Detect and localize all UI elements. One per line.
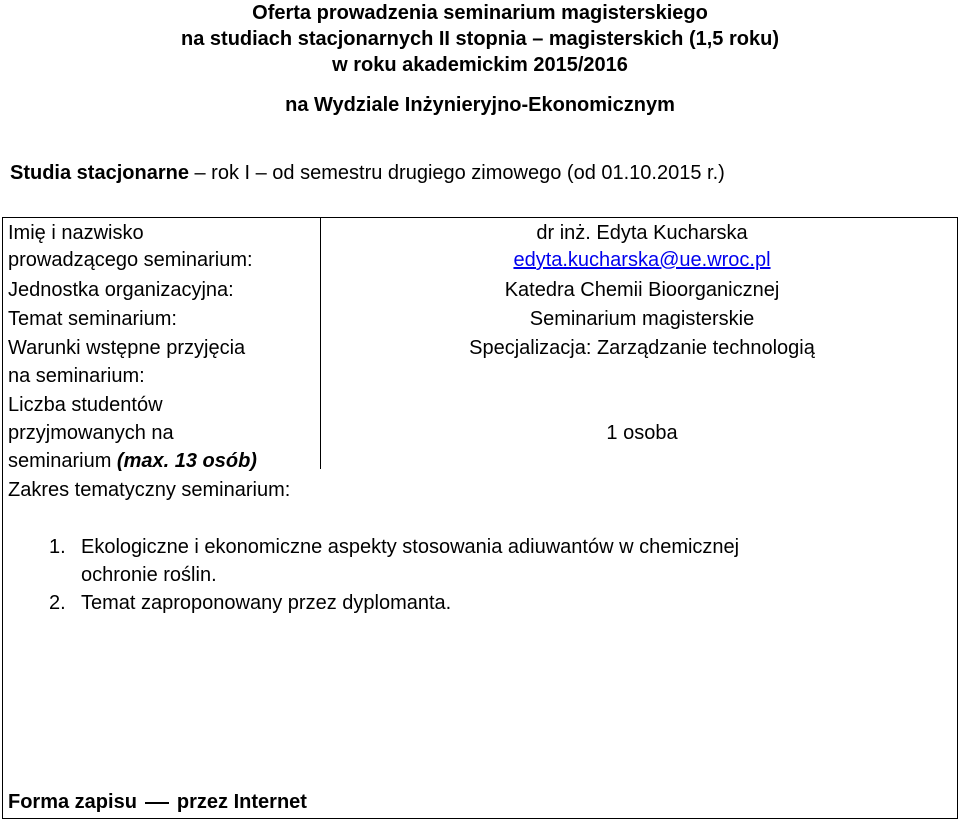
label-liczba-3: [8, 447, 257, 475]
label-warunki-2: na seminarium:: [8, 365, 145, 387]
value-temat: Seminarium magisterskie: [529, 308, 755, 330]
label-jednostka: Jednostka organizacyjna:: [8, 279, 234, 301]
email-link[interactable]: edyta.kucharska@ue.wroc.pl: [513, 249, 771, 271]
label-liczba-3-text: seminarium: [8, 450, 117, 472]
value-name: dr inż. Edyta Kucharska: [536, 222, 748, 244]
label-imie-1: Imię i nazwisko: [8, 222, 144, 244]
label-zakres: Zakres tematyczny seminarium:: [8, 479, 291, 501]
registration-form-line: [8, 788, 307, 816]
forma-label: Forma zapisu: [8, 791, 137, 813]
forma-value: przez Internet: [176, 791, 307, 813]
header-line-4: na Wydziale Inżynieryjno-Ekonomicznym: [285, 94, 675, 116]
value-jednostka: Katedra Chemii Bioorganicznej: [504, 279, 780, 301]
label-imie-2: prowadzącego seminarium:: [8, 249, 253, 271]
topic-continuation: ochronie roślin.: [81, 564, 217, 586]
value-liczba: 1 osoba: [606, 422, 678, 444]
value-email-cell: [322, 246, 960, 274]
label-temat: Temat seminarium:: [8, 308, 177, 330]
header-line-1: Oferta prowadzenia seminarium magisterskiego: [252, 2, 708, 24]
topic-item: [49, 589, 739, 617]
label-liczba-2: przyjmowanych na: [8, 422, 174, 444]
header-line-3: w roku akademickim 2015/2016: [332, 54, 628, 76]
table-column-divider: [320, 217, 321, 469]
topic-number: 1.: [49, 536, 66, 558]
study-mode-rest: – rok I – od semestru drugiego zimowego (od 01.10.2015 r.): [188, 162, 725, 184]
topic-text: Ekologiczne i ekonomiczne aspekty stosowania adiuwantów w chemicznej: [81, 536, 740, 558]
study-mode-bold: Studia stacjonarne: [10, 162, 189, 184]
topic-text: Temat zaproponowany przez dyplomanta.: [81, 592, 452, 614]
label-liczba-1: Liczba studentów: [8, 394, 163, 416]
dash-separator: [145, 802, 169, 804]
topics-list: [49, 533, 739, 617]
header-line-2: na studiach stacjonarnych II stopnia – magisterskich (1,5 roku): [181, 28, 779, 50]
topic-item: [49, 533, 739, 561]
study-mode-line: [10, 160, 725, 186]
value-warunki: Specjalizacja: Zarządzanie technologią: [469, 337, 815, 359]
label-warunki-1: Warunki wstępne przyjęcia: [8, 337, 246, 359]
topic-number: 2.: [49, 592, 66, 614]
label-liczba-max: (max. 13 osób): [116, 450, 257, 472]
